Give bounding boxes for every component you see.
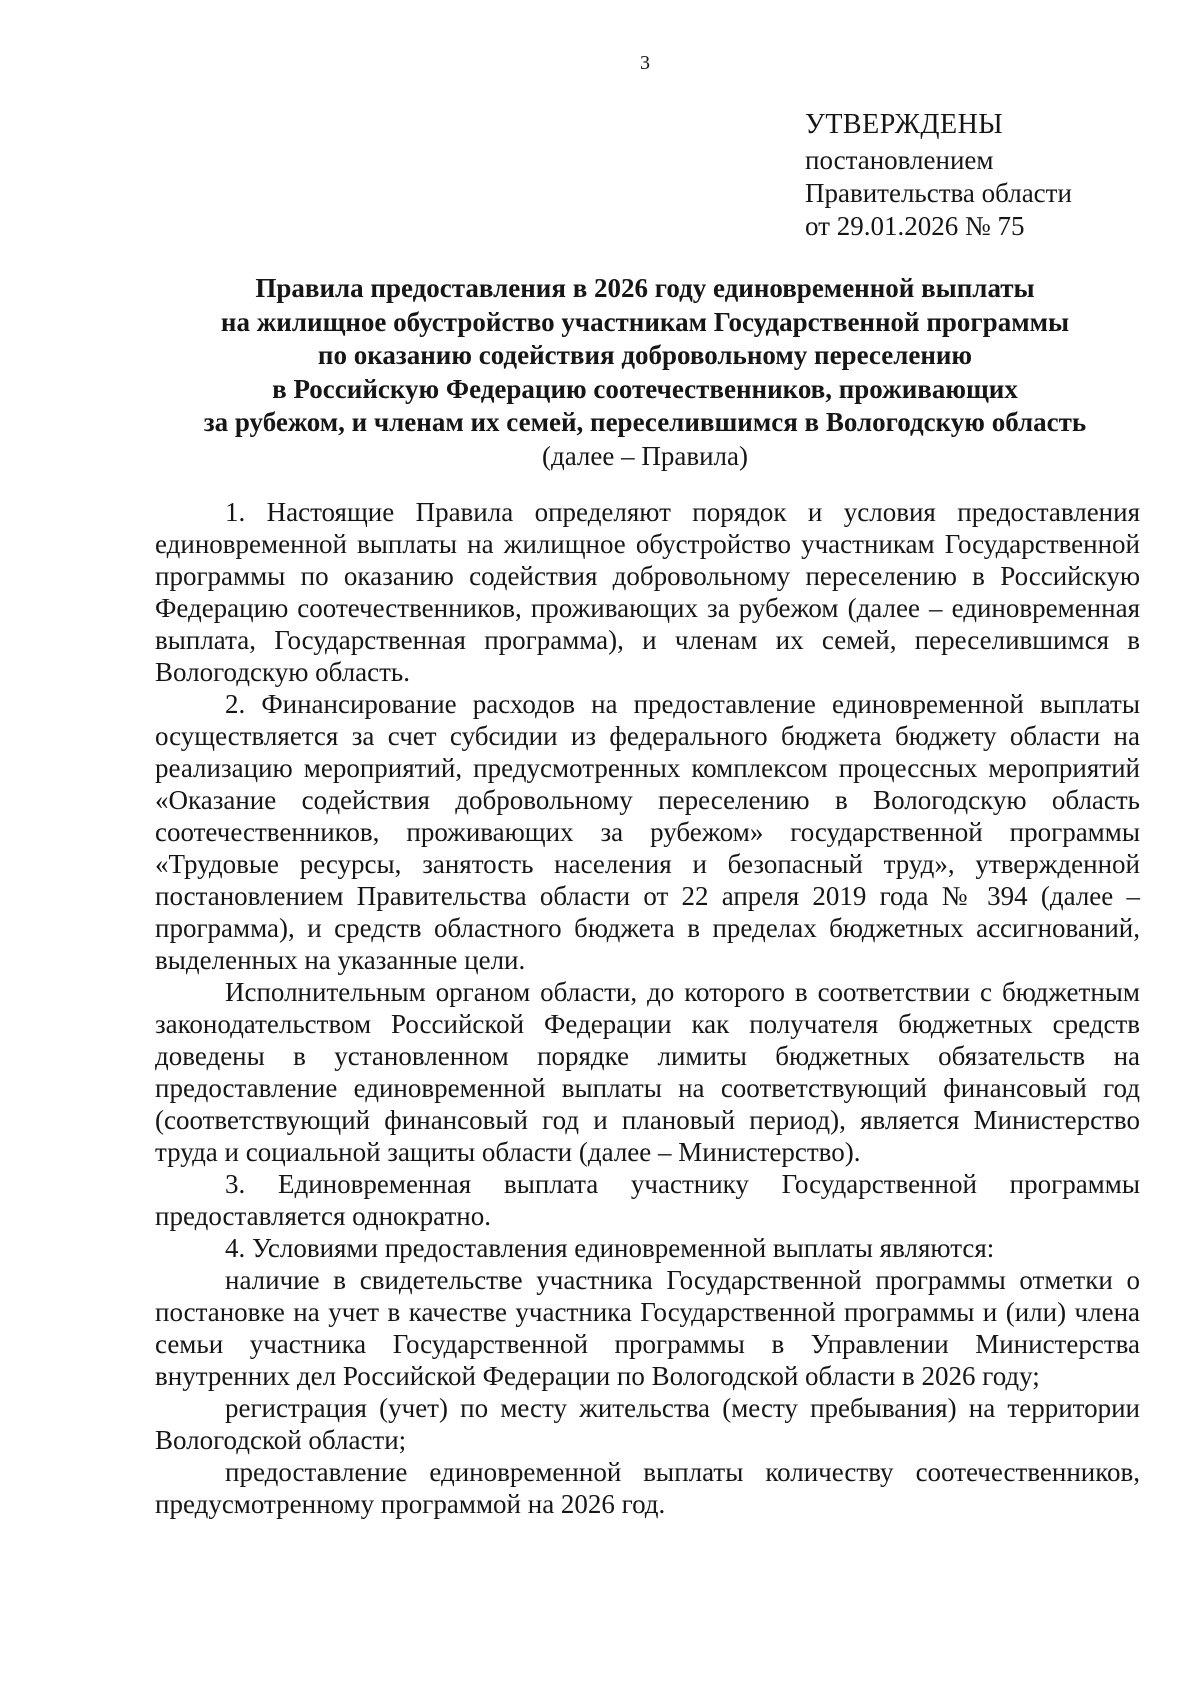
page-number: 3 [640, 52, 650, 74]
paragraph: наличие в свидетельстве участника Государственной программы отметки о постановке на учет в качестве участника Государственной программы и (или) члена семьи участника Государственной программы в Управлении Министерства внутренних дел Российской Федерации по Вологодской области в 2026 году; [155, 1265, 1140, 1391]
paragraph: регистрация (учет) по месту жительства (месту пребывания) на территории Вологодской области; [155, 1393, 1140, 1455]
document-body [155, 496, 1140, 1520]
title-line: Правила предоставления в 2026 году единовременной выплаты [255, 273, 1035, 303]
title-line: на жилищное обустройство участникам Государственной программы [220, 306, 1070, 337]
approval-stamp: УТВЕРЖДЕНЫ [805, 109, 1004, 140]
title-line: в Российскую Федерацию соотечественников, проживающих [272, 373, 1018, 404]
approval-block [805, 108, 1072, 243]
paragraph: Исполнительным органом области, до которого в соответствии с бюджетным законодательством Российской Федерации как получателя бюджетных средств доведены в установленном порядке лимиты бюджетных обязательств на предоставление единовременной выплаты на соответствующий финансовый год (соответствующий финансовый год и плановый период), является Министерство труда и социальной защиты области (далее – Министерство). [155, 977, 1140, 1167]
title-line: за рубежом, и членам их семей, переселившимся в Вологодскую область [203, 407, 1087, 437]
paragraph: 2. Финансирование расходов на предоставление единовременной выплаты осуществляется за счет субсидии из федерального бюджета бюджету области на реализацию мероприятий, предусмотренных комплексом процессных мероприятий «Оказание содействия добровольному переселению в Вологодскую область соотечественников, проживающих за рубежом» государственной программы «Трудовые ресурсы, занятость населения и безопасный труд», утвержденной постановлением Правительства области от 22 апреля 2019 года № 394 (далее – программа), и средств областного бюджета в пределах бюджетных ассигнований, выделенных на указанные цели. [155, 689, 1140, 975]
paragraph: 4. Условиями предоставления единовременной выплаты являются: [225, 1233, 995, 1263]
paragraph: 1. Настоящие Правила определяют порядок и условия предоставления единовременной выплаты на жилищное обустройство участникам Государственной программы по оказанию содействия добровольному переселению в Российскую Федерацию соотечественников, проживающих за рубежом (далее – единовременная выплата, Государственная программа), и членам их семей, переселившимся в Вологодскую область. [155, 497, 1140, 687]
paragraph: предоставление единовременной выплаты количеству соотечественников, предусмотренному программой на 2026 год. [155, 1457, 1140, 1519]
title-line: по оказанию содействия добровольному переселению [317, 340, 973, 370]
document-title [130, 272, 1160, 473]
approval-line: Правительства области [805, 178, 1072, 208]
title-note: (далее – Правила) [541, 440, 749, 471]
paragraph: 3. Единовременная выплата участнику Государственной программы предоставляется однократно. [155, 1169, 1140, 1231]
approval-line: от 29.01.2026 № 75 [805, 211, 1025, 241]
approval-line: постановлением [805, 145, 994, 175]
